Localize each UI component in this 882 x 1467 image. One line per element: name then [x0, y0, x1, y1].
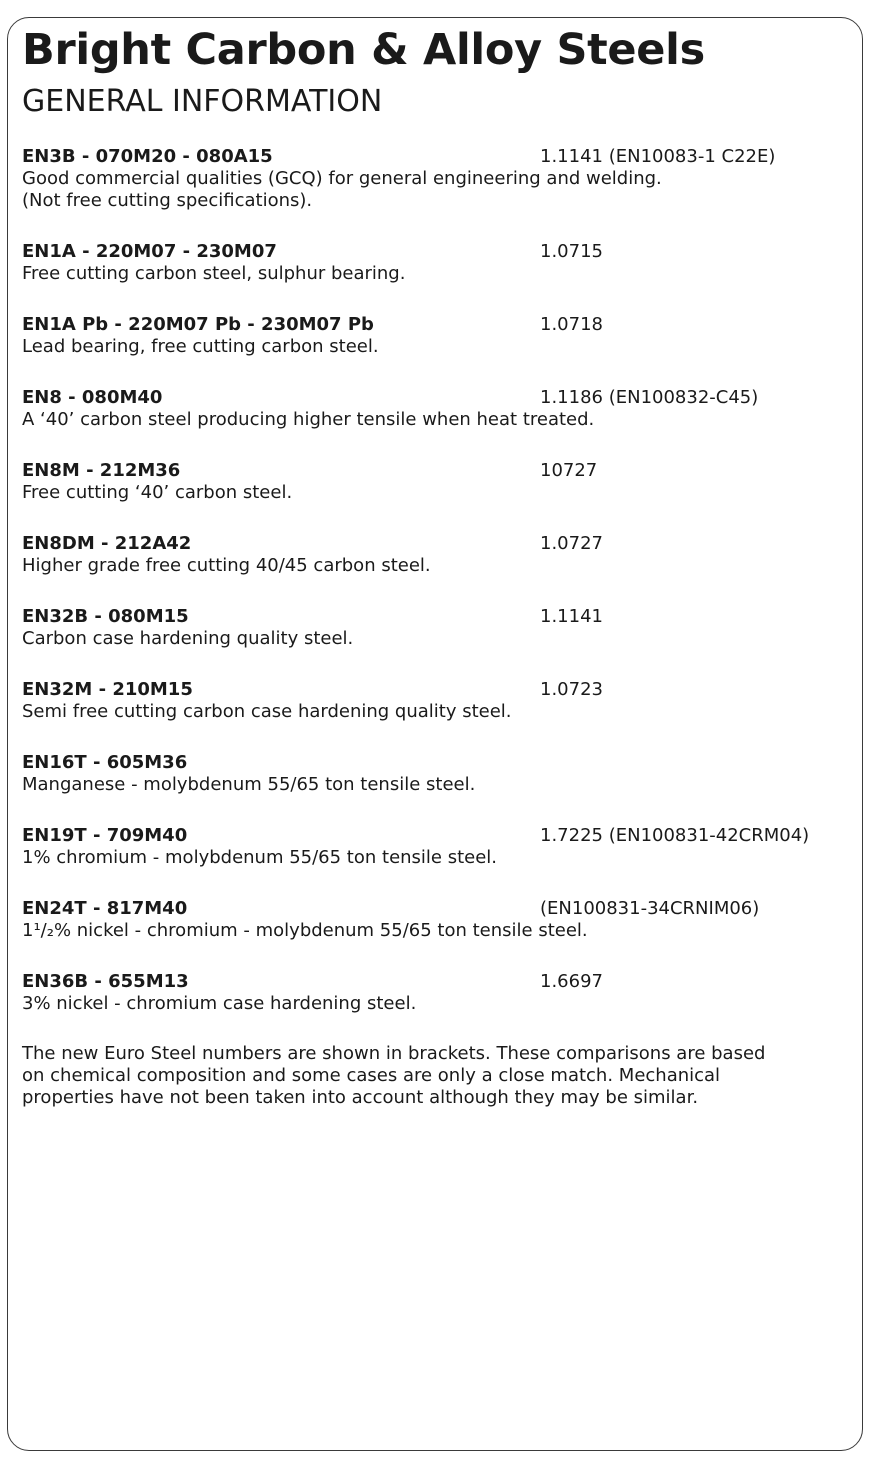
page-title: Bright Carbon & Alloy Steels — [22, 25, 705, 75]
euro-number: 1.1186 (EN100832-C45) — [540, 387, 759, 408]
euro-number: 10727 — [540, 460, 598, 481]
euro-number: 1.0723 — [540, 679, 603, 700]
euro-number: 1.0727 — [540, 533, 603, 554]
steel-entry-en1a-pb — [22, 314, 852, 358]
euro-number: 1.0718 — [540, 314, 603, 335]
grade-description: Carbon case hardening quality steel. — [22, 628, 354, 649]
steel-entry-en32m — [22, 679, 852, 723]
grade-description: 1% chromium - molybdenum 55/65 ton tensile steel. — [22, 847, 498, 868]
grade-description: 1¹/₂% nickel - chromium - molybdenum 55/65 ton tensile steel. — [22, 920, 588, 941]
grade-description: Semi free cutting carbon case hardening quality steel. — [22, 701, 512, 722]
grade-designation: EN3B - 070M20 - 080A15 — [22, 146, 273, 167]
grade-description: Free cutting ‘40’ carbon steel. — [22, 482, 293, 503]
steel-entry-en32b — [22, 606, 852, 650]
euro-number: 1.6697 — [540, 971, 603, 992]
grade-description: 3% nickel - chromium case hardening steel. — [22, 993, 417, 1014]
grade-description: Manganese - molybdenum 55/65 ton tensile steel. — [22, 774, 476, 795]
grade-designation: EN8 - 080M40 — [22, 387, 163, 408]
euro-number: 1.0715 — [540, 241, 603, 262]
page-subtitle: GENERAL INFORMATION — [22, 84, 383, 119]
steel-entry-en19t — [22, 825, 852, 869]
grade-designation: EN1A Pb - 220M07 Pb - 230M07 Pb — [22, 314, 374, 335]
grade-designation: EN32B - 080M15 — [22, 606, 189, 627]
grade-designation: EN16T - 605M36 — [22, 752, 188, 773]
grade-designation: EN19T - 709M40 — [22, 825, 188, 846]
grade-description: Higher grade free cutting 40/45 carbon steel. — [22, 555, 431, 576]
grade-description: Free cutting carbon steel, sulphur bearing. — [22, 263, 406, 284]
grade-description: Lead bearing, free cutting carbon steel. — [22, 336, 379, 357]
grade-designation: EN36B - 655M13 — [22, 971, 189, 992]
euro-number: 1.1141 (EN10083-1 C22E) — [540, 146, 776, 167]
euro-number: (EN100831-34CRNIM06) — [540, 898, 760, 919]
steel-entry-en8 — [22, 387, 852, 431]
grade-designation: EN8DM - 212A42 — [22, 533, 192, 554]
steel-entry-en1a — [22, 241, 852, 285]
euro-number: 1.1141 — [540, 606, 603, 627]
grade-designation: EN8M - 212M36 — [22, 460, 181, 481]
steel-entry-en36b — [22, 971, 852, 1015]
euro-numbers-note: The new Euro Steel numbers are shown in brackets. These comparisons are based on chemical composition and some cases are only a close match. Mechanical properties have not been taken into account although they may be similar. — [22, 1043, 766, 1108]
grade-designation: EN24T - 817M40 — [22, 898, 188, 919]
euro-number: 1.7225 (EN100831-42CRM04) — [540, 825, 810, 846]
grade-designation: EN32M - 210M15 — [22, 679, 193, 700]
grade-description: Good commercial qualities (GCQ) for general engineering and welding. (Not free cutting specifications). — [22, 168, 662, 211]
grade-description: A ‘40’ carbon steel producing higher tensile when heat treated. — [22, 409, 595, 430]
steel-grade-list — [22, 146, 852, 1044]
grade-designation: EN1A - 220M07 - 230M07 — [22, 241, 277, 262]
steel-entry-en8dm — [22, 533, 852, 577]
steel-entry-en8m — [22, 460, 852, 504]
steel-entry-en3b — [22, 146, 852, 212]
steel-entry-en24t — [22, 898, 852, 942]
steel-entry-en16t — [22, 752, 852, 796]
